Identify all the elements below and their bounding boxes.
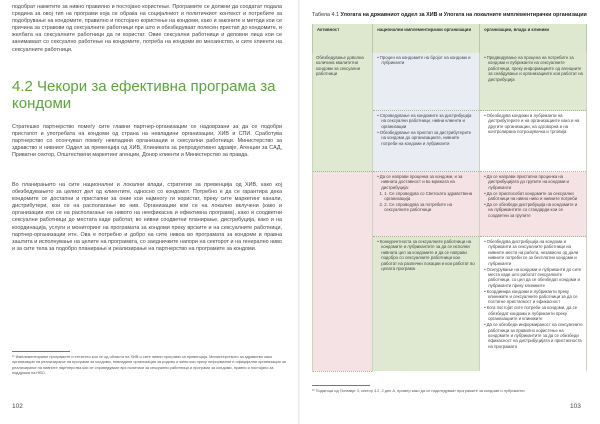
list-item: • Да се обезбеди дистрибуција на кондомите и на лубрикантите со стандарди кои се соодветни за групите bbox=[488, 202, 583, 218]
responsibility-table bbox=[312, 24, 587, 372]
intro-paragraph: подобрат наметите за нивно правилно и постојано користење. Програмите се должни да соодатат подала средина за овој тип на програми која се обраќа на социјалниот и политичкиот контекст и потребите за подобрување на кондомите, правилно и постојано користење на кондоми, како и законите и методи кои се причина за стравови од сексуалните работници при што и обезбедуваат полесен пристап до кондомите, и желбата на сексуалните работници да ги користат. Овие сексуални работници и деловни лица кои се занимаваат со сексуално работење на кондомите, потреба на кондоми во мнозинство, и сите клиенти на сексуалните работници. bbox=[12, 4, 282, 53]
header-national: национални имплементирачки организации bbox=[373, 24, 480, 53]
table-row bbox=[313, 53, 587, 111]
activity-cell: Обезбедување доволна количина квалитетни кондоми за сексуални работници bbox=[313, 53, 373, 172]
table-caption-title: Улогата на државниот оддел за ХИВ и Улогата на локалните имплементирачки организации bbox=[340, 12, 587, 18]
activity-cell bbox=[313, 172, 373, 372]
list-item: • Обезбедува дистрибуција на кондоми и лубриканти за сексуалните работници на нивните места на работа, независно од дали нивните потреби се за бесплатни кондоми и лубриканти bbox=[488, 239, 583, 266]
list-item: • Процен на кондомите на бројот на кондоми и лубриканти bbox=[381, 55, 476, 66]
local-cell bbox=[480, 111, 587, 172]
national-cell bbox=[373, 237, 480, 372]
list-item: • Кога постојат сите потреби за кондоми, да се обезбедат кондоми и лубриканти преку организациите и клиниките bbox=[488, 305, 583, 321]
table-row bbox=[313, 172, 587, 237]
national-cell bbox=[373, 172, 480, 237]
local-cell bbox=[480, 237, 587, 372]
right-page-number: 103 bbox=[570, 403, 581, 410]
list-item: • Да се приспособат кондомите за сексуални работници на нивно ниво и нивните потреби bbox=[488, 191, 583, 202]
table-caption bbox=[312, 12, 587, 19]
header-local: организации, влада и клиники bbox=[480, 24, 587, 53]
list-item: 2. 2. Се спроведува за потребите на сексуалните работници bbox=[384, 202, 476, 213]
list-item: • Да се направи проценка за кондоми, и за нивната доставност и во мрежата на дистрибуција: bbox=[381, 174, 476, 190]
local-cell bbox=[480, 53, 587, 111]
list-item: • Обезбедување на пристап за дистрибутерите на кондоми до организациите, нивните потреби на кондоми и лубриканти bbox=[381, 130, 476, 146]
left-footnote: ¹² Имплементирање програмите и ентитети кои се од областа на ХИВ и сите нивни програми за превенција. Министерството за здравство како организации на реализирање на програми за кондоми, невладини организации за родово и жени кои преку неформални и официјални организации за реализирање на нивните партнерства кои се спроведуваат врз политики за сексуални работници и програми за кондоми, правно и постојано за поддршка на НВО. bbox=[12, 354, 286, 375]
planning-paragraph: Во планирањето на сите национални и локални влади, стратегии за превенција од ХИВ, како кој обезбедувањето за целиот дел од клиентите, односно со кондомот. Потребно е да се гарантира дека кондомите се достапни и пристапни за оние кои најмногу ги користат, преку сите маркетинг канали, дистрибутери, кои се на располагање во нив. Организации кои се на локално вклучени (како и организации кои се на располагање на нивото на неефикасна и ефективна програма), како и соодветни сексуални работници до местата каде работат, во нивни соодветни планирање, дистрибуција, како и на координација, услуги и мониторинг на програмата за кондоми преку врските и на сексуалните работници, партнер-организации итн. Ова е потребно и добро на сите нивоа во програмата за кондоми и правна заштита и исполнување на целите на програмата, со заедничките напори на секторот и на генерално ниво и за сите тела за подобро планирање и реализирање на партнерство на програмите за кондоми. bbox=[12, 182, 282, 252]
header-activity: Активност bbox=[313, 24, 373, 53]
footnote-divider bbox=[312, 385, 370, 386]
partnership-paragraph: Стратешко партнерство помеѓу сите главни партнер-организации се надоврзани за да се подобри пристапот и употребата на кондоми од страна на невладини организации, ХИВ и СПИ. Сработува партнерство со осончувал помеѓу невладини организации и сексуални работници. Министерство за здравство и нивниот Оддел за превенција од ХИВ, Клиниката за репродуктивно здравје, Агенции за САД, Приватни сектор, Општествени маркетинг агенции, Донор клиенти и Министерство за правда. bbox=[12, 124, 282, 159]
list-item: • Да се направи пристапна проценка на дистрибуцијата до групите на кондоми и лубриканти bbox=[488, 174, 583, 190]
national-cell bbox=[373, 111, 480, 172]
list-item: • Координира кондоми и лубриканти преку клиниките и сексуалните работници за да се постигне пристапност и ефикасност bbox=[488, 289, 583, 305]
list-item: • Осигурување на кондоми и лубриканти до сите места каде што работат сексуалните работници, со цел да се обезбедат кондоми и лубриканти преку клиниките bbox=[488, 267, 583, 289]
footnote-divider bbox=[12, 351, 70, 352]
list-item: • Предвидување на процена на потребите за кондоми и лубриканти на сексуалните работници, преку информациите од агенциите за снабдување и организациите кои работат на дистрибуција bbox=[488, 55, 583, 82]
list-item: • Да се обезбеди информираност на сексуалните работници за правилно користење на кондомите и лубрикантите за да се обезбеди ефикасност на дистрибуцијата и пристапноста на програмата bbox=[488, 322, 583, 349]
local-cell bbox=[480, 172, 587, 237]
list-item: 1. 1. Се спроведува со Светската здравствена организација bbox=[384, 191, 476, 202]
list-item: • Спроведување на кондомите за дистрибуција на сексуални работници, нивни клиенти и организации bbox=[381, 113, 476, 129]
section-heading: 4.2 Чекори за ефективна програма за кондоми bbox=[12, 78, 276, 112]
national-cell bbox=[373, 53, 480, 111]
right-footnote: ¹³ Податоци од Поглавје 3, сектор 3.2, 2 дел А, пример како да се надгледуваат програмите за кондоми и лубриканти bbox=[312, 388, 525, 393]
table-caption-label: Табела 4.1 bbox=[312, 12, 340, 18]
left-page-number: 102 bbox=[12, 403, 23, 410]
list-item: • Конкурентноста за сексуалните работници на кондомите и лубрикантите за да се исполни нивната цел за кондомите и да се направи подобро со сексуалните работници кои работат на различни локации и кои работат во целата програма bbox=[381, 239, 476, 271]
list-item: • Обезбедува кондоми и лубриканти на дистрибутерите и на организациите како и на другите организации, на одговорна и на контролирана потрошувачка и трговија bbox=[488, 113, 583, 135]
